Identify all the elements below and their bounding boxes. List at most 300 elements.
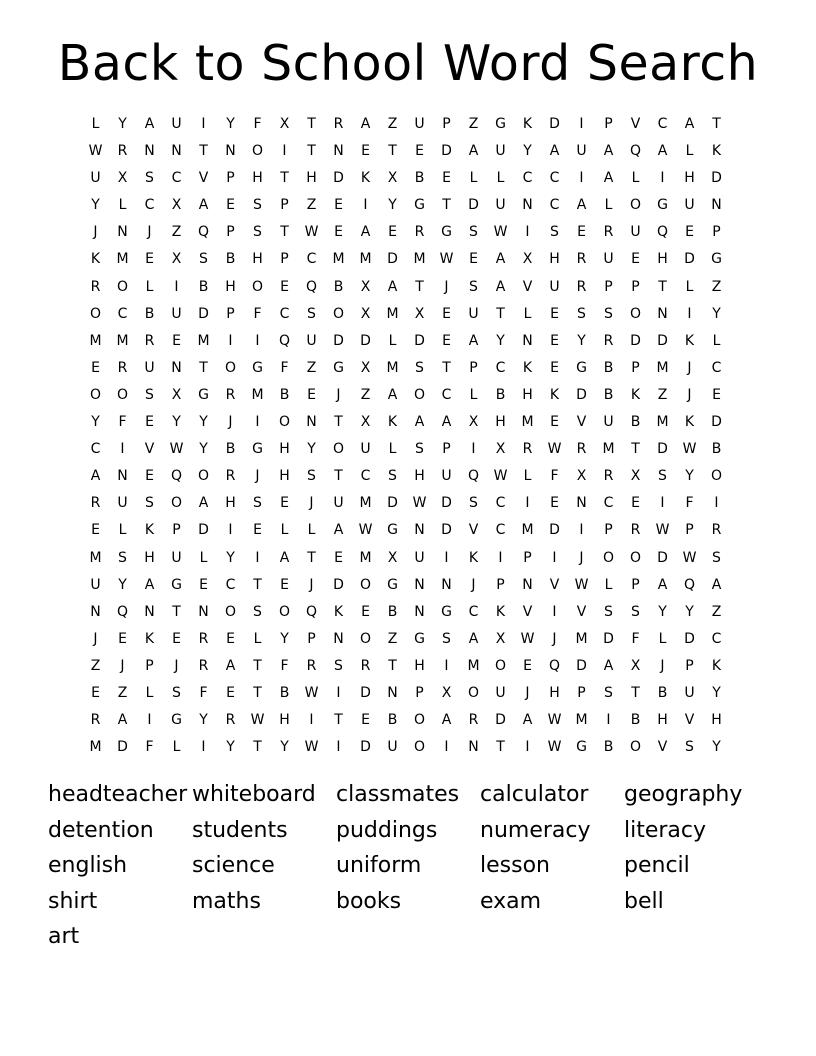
- grid-letter: L: [118, 522, 127, 539]
- grid-letter: J: [579, 549, 584, 566]
- grid-letter: D: [441, 522, 452, 539]
- grid-letter: O: [251, 278, 264, 295]
- grid-row: [82, 195, 732, 222]
- grid-letter: Z: [306, 359, 317, 376]
- grid-letter: K: [495, 603, 506, 620]
- grid-letter: T: [280, 170, 289, 187]
- grid-letter: E: [550, 414, 559, 431]
- grid-letter: D: [117, 739, 128, 756]
- grid-letter: N: [333, 143, 344, 160]
- grid-letter: M: [413, 251, 426, 268]
- grid-letter: G: [441, 224, 452, 241]
- grid-letter: V: [144, 441, 155, 458]
- grid-letter: F: [199, 684, 208, 701]
- grid-letter: M: [521, 522, 534, 539]
- word-list-item: art: [48, 924, 80, 950]
- grid-letter: K: [684, 414, 695, 431]
- grid-letter: S: [415, 441, 424, 458]
- grid-letter: P: [496, 576, 505, 593]
- grid-letter: E: [91, 522, 100, 539]
- word-list-item: pencil: [624, 853, 690, 879]
- word-list-item: students: [192, 817, 288, 843]
- word-list-item: exam: [480, 888, 542, 914]
- word-list-item: headteacher: [48, 782, 188, 807]
- grid-letter: U: [171, 116, 182, 132]
- grid-letter: H: [549, 251, 560, 268]
- grid-letter: A: [90, 468, 101, 485]
- grid-letter: I: [471, 441, 476, 458]
- grid-letter: R: [522, 441, 533, 458]
- grid-letter: I: [552, 603, 557, 620]
- grid-letter: T: [496, 305, 505, 322]
- grid-letter: H: [657, 712, 668, 729]
- grid-letter: V: [576, 414, 587, 431]
- grid-letter: N: [522, 197, 533, 214]
- grid-letter: W: [250, 712, 265, 729]
- grid-letter: J: [687, 386, 692, 403]
- grid-letter: T: [388, 143, 397, 160]
- grid-letter: O: [332, 441, 345, 458]
- grid-letter: G: [576, 359, 587, 376]
- grid-letter: A: [657, 143, 668, 160]
- word-list-item: puddings: [336, 817, 438, 843]
- grid-row: [82, 575, 732, 602]
- word-list-item: lesson: [480, 853, 550, 879]
- grid-letter: W: [169, 441, 184, 458]
- grid-letter: E: [118, 630, 127, 647]
- grid-letter: I: [201, 739, 206, 756]
- grid-letter: I: [228, 332, 233, 349]
- grid-letter: O: [278, 603, 291, 620]
- grid-letter: E: [199, 576, 208, 593]
- grid-letter: L: [469, 386, 478, 403]
- grid-letter: D: [198, 305, 209, 322]
- grid-letter: B: [279, 386, 290, 403]
- grid-letter: O: [413, 712, 426, 729]
- grid-letter: D: [684, 251, 695, 268]
- grid-letter: N: [414, 522, 425, 539]
- grid-row: [82, 168, 732, 195]
- grid-letter: G: [441, 603, 452, 620]
- grid-letter: M: [656, 359, 669, 376]
- grid-letter: Z: [387, 630, 398, 647]
- grid-letter: Y: [118, 576, 127, 593]
- grid-letter: P: [469, 359, 478, 376]
- grid-letter: U: [549, 278, 560, 295]
- grid-letter: A: [225, 657, 236, 674]
- grid-letter: C: [495, 522, 506, 539]
- grid-letter: A: [198, 495, 209, 512]
- grid-letter: N: [171, 359, 182, 376]
- grid-letter: W: [412, 495, 427, 512]
- grid-letter: D: [333, 576, 344, 593]
- grid-letter: O: [278, 414, 291, 431]
- grid-letter: C: [522, 170, 533, 187]
- grid-letter: L: [658, 630, 667, 647]
- grid-letter: E: [172, 630, 181, 647]
- grid-letter: R: [144, 332, 155, 349]
- page-title: Back to School Word Search: [57, 35, 759, 92]
- grid-letter: S: [415, 359, 424, 376]
- grid-letter: B: [333, 278, 344, 295]
- grid-letter: X: [387, 549, 398, 566]
- grid-letter: L: [388, 441, 397, 458]
- grid-letter: R: [90, 278, 101, 295]
- grid-letter: X: [117, 170, 128, 187]
- grid-letter: D: [387, 251, 398, 268]
- grid-letter: J: [660, 657, 665, 674]
- grid-letter: M: [359, 495, 372, 512]
- grid-letter: A: [441, 414, 452, 431]
- grid-letter: H: [252, 170, 263, 187]
- grid-letter: S: [118, 549, 127, 566]
- grid-letter: T: [307, 143, 316, 160]
- grid-row: [82, 277, 732, 304]
- grid-letter: I: [498, 549, 503, 566]
- grid-letter: R: [198, 657, 209, 674]
- grid-letter: H: [279, 441, 290, 458]
- grid-letter: C: [549, 170, 560, 187]
- grid-letter: Q: [548, 657, 561, 674]
- grid-letter: N: [468, 739, 479, 756]
- grid-letter: G: [576, 739, 587, 756]
- grid-letter: A: [711, 576, 722, 593]
- grid-letter: J: [93, 630, 98, 647]
- grid-letter: R: [225, 712, 236, 729]
- grid-letter: K: [468, 549, 479, 566]
- grid-letter: E: [91, 359, 100, 376]
- grid-letter: T: [280, 224, 289, 241]
- grid-letter: E: [523, 657, 532, 674]
- grid-letter: W: [439, 251, 454, 268]
- grid-letter: O: [359, 630, 372, 647]
- word-list-row: [48, 886, 778, 922]
- grid-letter: N: [144, 603, 155, 620]
- grid-letter: R: [198, 630, 209, 647]
- grid-letter: D: [360, 684, 371, 701]
- grid-letter: F: [280, 359, 289, 376]
- grid-letter: G: [495, 116, 506, 132]
- grid-letter: O: [224, 359, 237, 376]
- grid-letter: Y: [199, 414, 208, 431]
- word-list-item: calculator: [480, 782, 589, 807]
- grid-letter: M: [602, 441, 615, 458]
- grid-letter: X: [279, 116, 290, 132]
- grid-letter: E: [280, 278, 289, 295]
- grid-letter: I: [525, 224, 530, 241]
- grid-letter: L: [604, 197, 613, 214]
- grid-letter: N: [522, 576, 533, 593]
- grid-letter: U: [603, 414, 614, 431]
- grid-letter: O: [629, 305, 642, 322]
- grid-letter: N: [522, 332, 533, 349]
- grid-letter: W: [547, 739, 562, 756]
- grid-letter: T: [253, 657, 262, 674]
- grid-letter: O: [359, 576, 372, 593]
- grid-letter: K: [711, 143, 722, 160]
- grid-letter: E: [172, 332, 181, 349]
- grid-letter: S: [199, 251, 208, 268]
- grid-letter: Z: [468, 116, 479, 132]
- grid-letter: O: [413, 386, 426, 403]
- grid-letter: Y: [280, 630, 289, 647]
- grid-letter: L: [523, 305, 532, 322]
- grid-row: [82, 683, 732, 710]
- grid-letter: F: [145, 739, 154, 756]
- grid-letter: A: [144, 116, 155, 132]
- grid-letter: P: [280, 197, 289, 214]
- grid-letter: Y: [226, 549, 235, 566]
- grid-letter: C: [468, 603, 479, 620]
- grid-letter: D: [657, 332, 668, 349]
- grid-letter: L: [145, 278, 154, 295]
- grid-letter: O: [224, 603, 237, 620]
- grid-letter: H: [495, 414, 506, 431]
- grid-letter: I: [228, 522, 233, 539]
- grid-letter: V: [630, 116, 641, 132]
- grid-letter: U: [306, 332, 317, 349]
- grid-letter: T: [415, 278, 424, 295]
- grid-letter: E: [253, 522, 262, 539]
- word-list-item: literacy: [624, 817, 707, 843]
- grid-letter: L: [280, 522, 289, 539]
- grid-letter: E: [442, 332, 451, 349]
- grid-row: [82, 412, 732, 439]
- grid-letter: S: [604, 305, 613, 322]
- grid-letter: E: [469, 251, 478, 268]
- grid-letter: Y: [523, 143, 532, 160]
- grid-letter: X: [441, 684, 452, 701]
- grid-letter: W: [547, 712, 562, 729]
- grid-letter: T: [388, 657, 397, 674]
- grid-letter: B: [603, 739, 614, 756]
- word-list-item: uniform: [336, 853, 422, 879]
- grid-letter: S: [145, 495, 154, 512]
- grid-letter: K: [360, 170, 371, 187]
- grid-letter: P: [631, 359, 640, 376]
- grid-letter: Y: [199, 712, 208, 729]
- grid-letter: I: [714, 495, 719, 512]
- grid-letter: P: [280, 251, 289, 268]
- grid-letter: K: [333, 603, 344, 620]
- grid-letter: S: [658, 468, 667, 485]
- grid-letter: K: [387, 414, 398, 431]
- grid-letter: D: [576, 386, 587, 403]
- grid-letter: P: [226, 305, 235, 322]
- grid-row: [82, 493, 732, 520]
- grid-letter: O: [467, 684, 480, 701]
- grid-letter: B: [387, 712, 398, 729]
- grid-letter: U: [603, 251, 614, 268]
- word-list-item: geography: [624, 782, 743, 807]
- grid-letter: C: [279, 305, 290, 322]
- grid-letter: L: [685, 143, 694, 160]
- grid-letter: H: [225, 278, 236, 295]
- grid-letter: R: [90, 712, 101, 729]
- grid-letter: Q: [278, 332, 291, 349]
- grid-letter: X: [468, 414, 479, 431]
- grid-letter: Z: [171, 224, 182, 241]
- grid-letter: D: [657, 549, 668, 566]
- grid-letter: A: [414, 414, 425, 431]
- grid-letter: T: [307, 116, 316, 132]
- grid-letter: C: [360, 468, 371, 485]
- grid-letter: G: [333, 359, 344, 376]
- grid-letter: O: [413, 739, 426, 756]
- grid-letter: N: [414, 603, 425, 620]
- grid-letter: V: [522, 603, 533, 620]
- grid-letter: X: [360, 359, 371, 376]
- letter-grid: [82, 114, 732, 764]
- grid-letter: V: [576, 603, 587, 620]
- grid-letter: U: [630, 224, 641, 241]
- grid-letter: X: [414, 305, 425, 322]
- grid-letter: B: [279, 684, 290, 701]
- grid-letter: E: [145, 251, 154, 268]
- grid-letter: U: [90, 576, 101, 593]
- grid-letter: O: [170, 495, 183, 512]
- grid-letter: J: [525, 684, 530, 701]
- grid-letter: M: [359, 251, 372, 268]
- grid-letter: R: [630, 522, 641, 539]
- grid-letter: N: [711, 197, 722, 214]
- grid-letter: E: [91, 684, 100, 701]
- grid-letter: X: [360, 414, 371, 431]
- word-list-item: science: [192, 853, 275, 879]
- grid-letter: E: [388, 224, 397, 241]
- grid-letter: D: [441, 495, 452, 512]
- grid-letter: E: [685, 224, 694, 241]
- grid-letter: U: [144, 359, 155, 376]
- grid-letter: D: [549, 116, 560, 132]
- grid-row: [82, 331, 732, 358]
- grid-letter: T: [631, 684, 640, 701]
- grid-letter: K: [711, 657, 722, 674]
- grid-letter: H: [414, 468, 425, 485]
- grid-letter: Y: [685, 603, 694, 620]
- grid-letter: W: [358, 522, 373, 539]
- grid-row: [82, 114, 732, 141]
- grid-letter: S: [172, 684, 181, 701]
- grid-letter: M: [332, 251, 345, 268]
- grid-letter: G: [711, 251, 722, 268]
- grid-letter: D: [360, 332, 371, 349]
- grid-letter: Y: [388, 197, 397, 214]
- grid-letter: D: [495, 712, 506, 729]
- grid-letter: I: [444, 549, 449, 566]
- grid-letter: O: [197, 468, 210, 485]
- grid-letter: A: [333, 522, 344, 539]
- grid-letter: S: [442, 630, 451, 647]
- grid-letter: Q: [197, 224, 210, 241]
- grid-row: [82, 520, 732, 547]
- grid-letter: I: [255, 332, 260, 349]
- grid-letter: Y: [577, 332, 586, 349]
- grid-letter: R: [468, 712, 479, 729]
- grid-letter: L: [631, 170, 640, 187]
- grid-letter: D: [468, 197, 479, 214]
- grid-row: [82, 222, 732, 249]
- grid-letter: Q: [683, 576, 696, 593]
- word-list-row: [48, 815, 778, 851]
- grid-letter: E: [712, 386, 721, 403]
- grid-letter: Y: [307, 441, 316, 458]
- grid-letter: H: [684, 170, 695, 187]
- grid-letter: O: [494, 657, 507, 674]
- grid-letter: Z: [387, 116, 398, 132]
- grid-letter: V: [198, 170, 209, 187]
- grid-letter: I: [444, 739, 449, 756]
- grid-letter: N: [171, 143, 182, 160]
- grid-letter: P: [145, 657, 154, 674]
- grid-letter: R: [603, 332, 614, 349]
- grid-letter: E: [550, 359, 559, 376]
- grid-letter: Y: [712, 739, 721, 756]
- grid-letter: A: [117, 712, 128, 729]
- grid-letter: I: [444, 657, 449, 674]
- grid-letter: J: [336, 386, 341, 403]
- grid-letter: C: [549, 197, 560, 214]
- grid-letter: T: [631, 441, 640, 458]
- grid-letter: E: [550, 332, 559, 349]
- word-list-row: [48, 850, 778, 886]
- grid-letter: J: [552, 630, 557, 647]
- grid-letter: A: [603, 143, 614, 160]
- grid-letter: M: [521, 414, 534, 431]
- grid-letter: P: [685, 657, 694, 674]
- grid-letter: G: [414, 197, 425, 214]
- grid-letter: A: [657, 576, 668, 593]
- grid-letter: X: [171, 251, 182, 268]
- grid-letter: E: [577, 224, 586, 241]
- grid-row: [82, 602, 732, 629]
- word-list-item: bell: [624, 888, 664, 914]
- grid-letter: Z: [657, 386, 668, 403]
- grid-letter: Q: [305, 278, 318, 295]
- grid-letter: N: [144, 143, 155, 160]
- grid-letter: D: [198, 522, 209, 539]
- grid-letter: M: [359, 549, 372, 566]
- grid-letter: N: [441, 576, 452, 593]
- grid-letter: E: [361, 603, 370, 620]
- grid-letter: J: [120, 657, 125, 674]
- grid-letter: M: [386, 305, 399, 322]
- grid-letter: Z: [90, 657, 101, 674]
- grid-letter: R: [576, 441, 587, 458]
- grid-letter: I: [147, 712, 152, 729]
- grid-letter: E: [334, 197, 343, 214]
- grid-letter: H: [279, 468, 290, 485]
- grid-letter: O: [629, 549, 642, 566]
- grid-letter: Z: [711, 603, 722, 620]
- grid-letter: U: [360, 441, 371, 458]
- grid-letter: J: [444, 278, 449, 295]
- grid-letter: B: [711, 441, 722, 458]
- grid-letter: T: [307, 549, 316, 566]
- word-list-item: books: [336, 888, 402, 914]
- grid-letter: W: [493, 224, 508, 241]
- grid-letter: E: [280, 576, 289, 593]
- grid-row: [82, 710, 732, 737]
- grid-letter: A: [468, 143, 479, 160]
- grid-letter: U: [495, 684, 506, 701]
- grid-letter: S: [550, 224, 559, 241]
- grid-letter: X: [495, 630, 506, 647]
- grid-letter: D: [360, 739, 371, 756]
- grid-letter: F: [631, 630, 640, 647]
- grid-letter: V: [549, 576, 560, 593]
- grid-letter: E: [334, 549, 343, 566]
